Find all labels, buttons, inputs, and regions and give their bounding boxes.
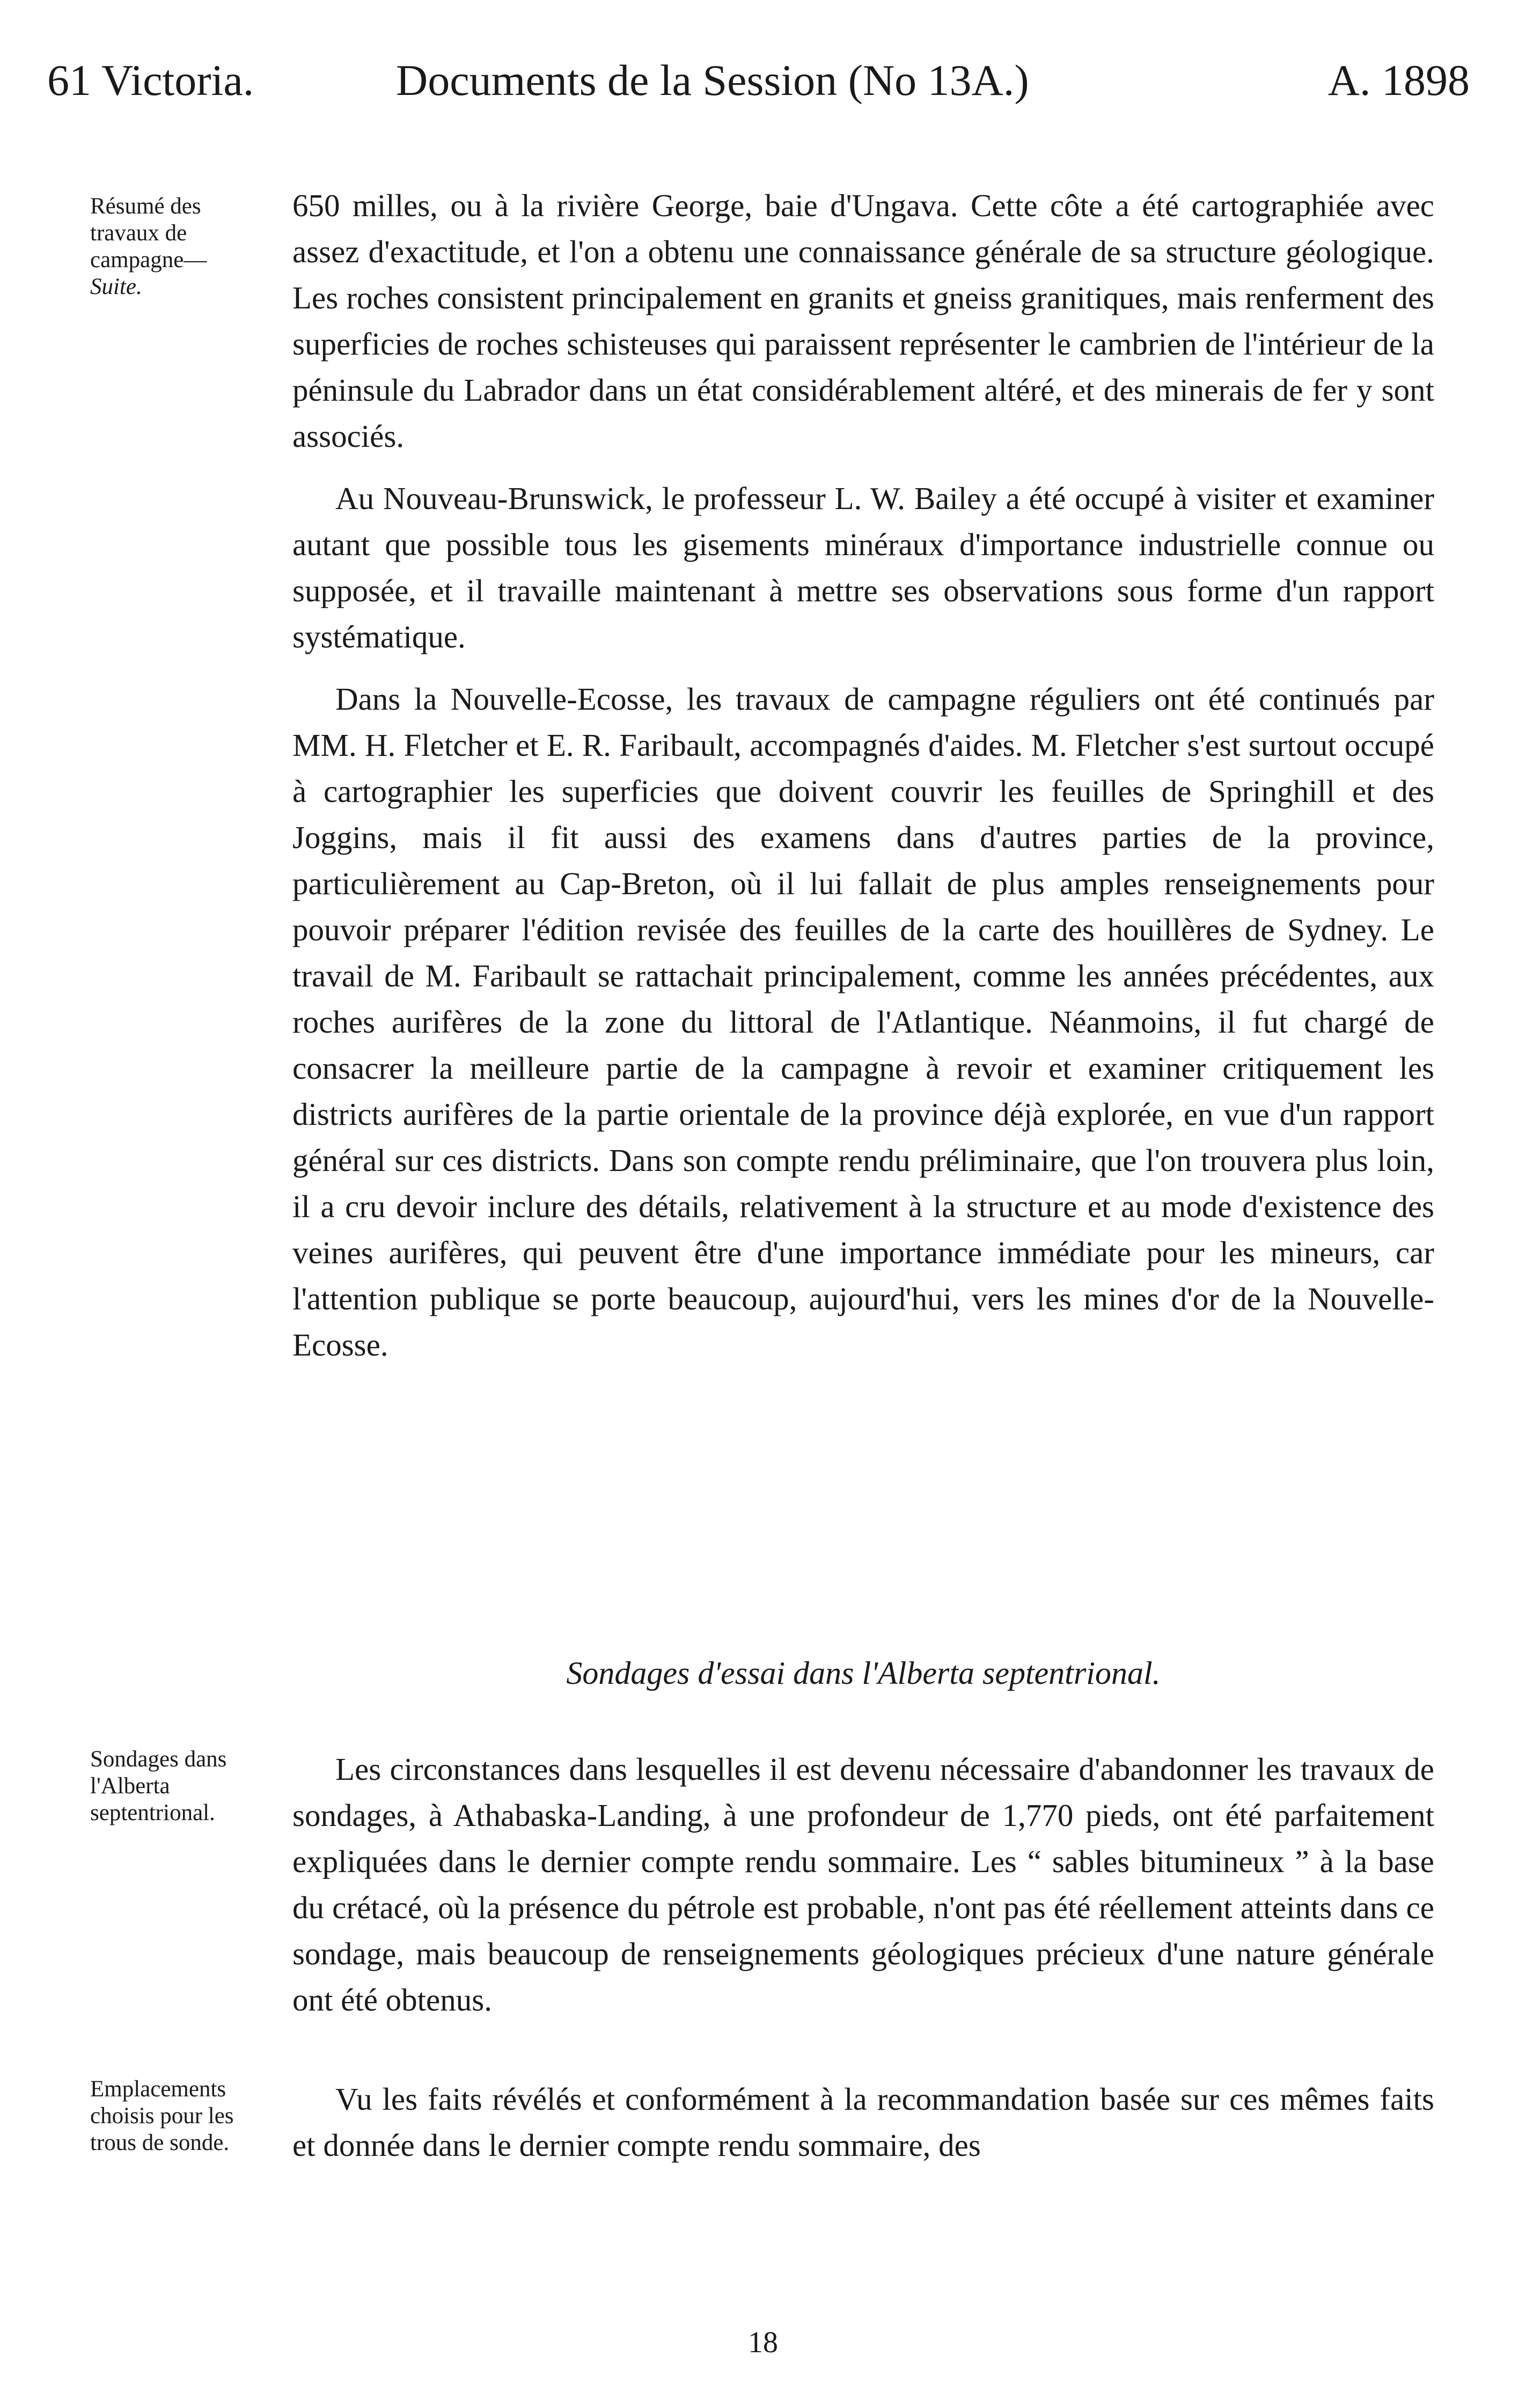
main-text-block-3 [292,2076,1434,2168]
header-publication-title: Documents de la Session (No 13A.) [396,56,1029,105]
margin-note-borehole-sites: Emplacements choisis pour les trous de sonde. [90,2076,234,2155]
margin-note-alberta: Sondages dans l'Alberta septentrional. [90,1747,227,1825]
paragraph-nova-scotia: Dans la Nouvelle-Ecosse, les travaux de campagne réguliers ont été continués par MM. H. Fletcher et E. R. Faribault, accompagnés d'aides. M. Fletcher s'est surtout occupé à cartographier les superficies que doivent couvrir les feuilles de Springhill et des Joggins, mais il fit aussi des examens dans d'autres parties de la province, particulièrement au Cap-Breton, où il lui fallait de plus amples renseignements pour pouvoir préparer l'édition revisée des feuilles de la carte des houillères de Sydney. Le travail de M. Faribault se rattachait principalement, comme les années précédentes, aux roches aurifères de la zone du littoral de l'Atlantique. Néanmoins, il fut chargé de consacrer la meilleure partie de la campagne à revoir et examiner critiquement les districts aurifères de la partie orientale de la province déjà explorée, en vue d'un rapport général sur ces districts. Dans son compte rendu préliminaire, que l'on trouvera plus loin, il a cru devoir inclure des détails, relativement à la structure et au mode d'existence des veines aurifères, qui peuvent être d'une importance immédiate pour les mineurs, car l'attention publique se porte beaucoup, aujourd'hui, vers les mines d'or de la Nouvelle-Ecosse. [292,681,1434,1363]
margin-note-field-work-text: Résumé des travaux de campagne— [90,194,207,273]
header-year: A. 1898 [1327,56,1470,105]
margin-note-suite: Suite. [90,274,142,299]
section-heading: Sondages d'essai dans l'Alberta septentrional. [566,1655,1161,1691]
running-header [47,51,1470,110]
header-regnal-year: 61 Victoria. [47,56,254,105]
paragraph-recommendation: Vu les faits révélés et conformément à la recommandation basée sur ces mêmes faits et donnée dans le dernier compte rendu sommaire, des [292,2081,1434,2163]
paragraph-labrador: 650 milles, ou à la rivière George, baie d'Ungava. Cette côte a été cartographiée avec assez d'exactitude, et l'on a obtenu une connaissance générale de sa structure géologique. Les roches consistent principalement en granits et gneiss granitiques, mais renferment des superficies de roches schisteuses qui paraissent représenter le cambrien de l'intérieur de la péninsule du Labrador dans un état considérablement altéré, et des minerais de fer y sont associés. [292,188,1434,454]
paragraph-athabaska: Les circonstances dans lesquelles il est devenu nécessaire d'abandonner les travaux de sondages, à Athabaska-Landing, à une profondeur de 1,770 pieds, ont été parfaitement expliquées dans le dernier compte rendu sommaire. Les “ sables bitumineux ” à la base du crétacé, où la présence du pétrole est probable, n'ont pas été réellement atteints dans ce sondage, mais beaucoup de renseignements géologiques précieux d'une nature générale ont été obtenus. [292,1751,1434,2017]
margin-note-field-work [90,193,267,300]
paragraph-new-brunswick: Au Nouveau-Brunswick, le professeur L. W. Bailey a été occupé à visiter et examiner autant que possible tous les gisements minéraux d'importance industrielle connue ou supposée, et il travaille maintenant à mettre ses observations sous forme d'un rapport systématique. [292,481,1434,654]
main-text-block-1 [292,182,1434,1368]
page-number: 18 [748,2326,778,2359]
main-text-block-2 [292,1746,1434,2023]
